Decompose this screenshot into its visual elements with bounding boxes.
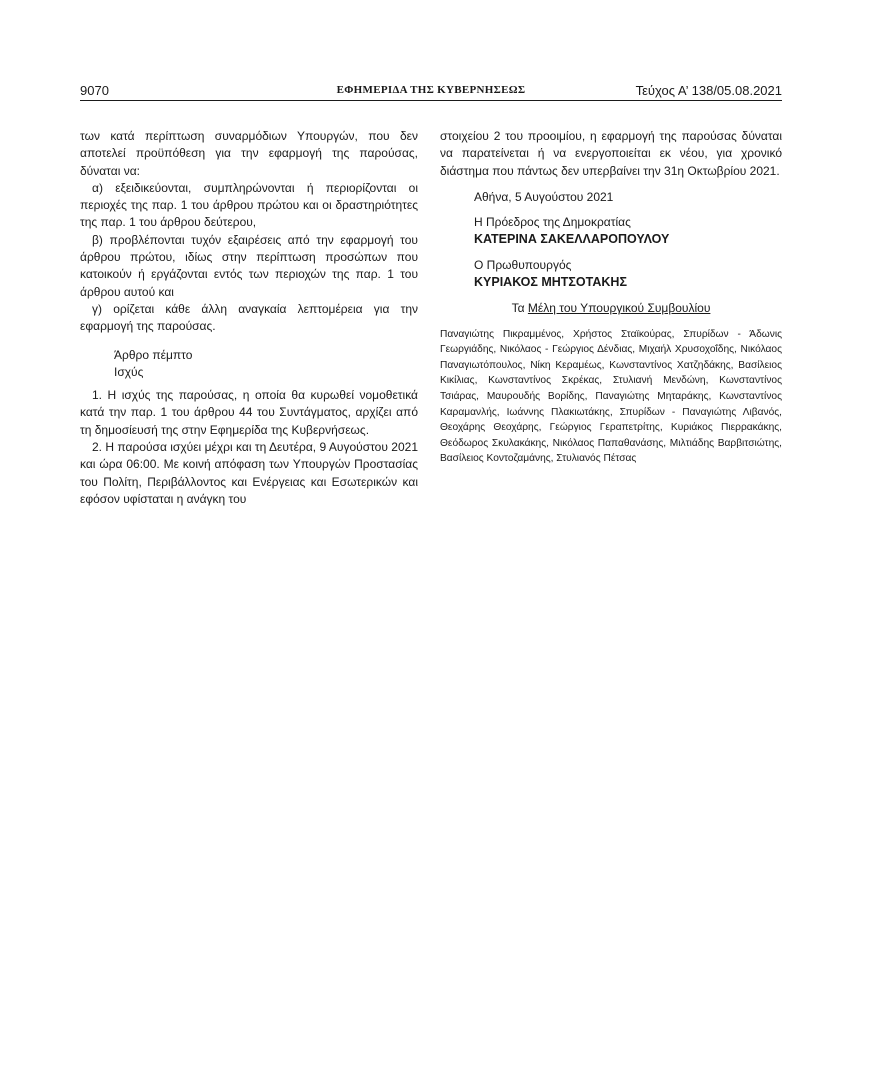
place-date: Αθήνα, 5 Αυγούστου 2021 <box>474 189 614 204</box>
continuation-paragraph: στοιχείου 2 του προοιμίου, η εφαρμογή της παρούσας δύναται να παρατείνεται ή να ενεργοποιείται εκ νέου, για χρονικό διάστημα που πάντως δεν υπερβαίνει την 31η Οκτωβρίου 2021. <box>440 129 782 178</box>
intro-paragraph: των κατά περίπτωση συναρμόδιων Υπουργών, που δεν αποτελεί προϋπόθεση για την εφαρμογή της παρούσας, δύναται να: <box>80 129 418 178</box>
president-name: ΚΑΤΕΡΙΝΑ ΣΑΚΕΛΛΑΡΟΠΟΥΛΟΥ <box>474 232 670 247</box>
item-a: α) εξειδικεύονται, συμπληρώνονται ή περιορίζονται οι περιοχές της παρ. 1 του άρθρου πρώτου και οι δραστηριότητες της παρ. 1 του άρθρου δεύτερου, <box>80 180 418 230</box>
item-c: γ) ορίζεται κάθε άλλη αναγκαία λεπτομέρεια για την εφαρμογή της παρούσας. <box>80 301 418 334</box>
paragraph-2: 2. Η παρούσα ισχύει μέχρι και τη Δευτέρα, 9 Αυγούστου 2021 και ώρα 06:00. Με κοινή απόφαση των Υπουργών Προστασίας του Πολίτη, Περιβάλλοντος και Ενέργειας και Εσωτερικών και εφόσον υφίσταται η ανάγκη του <box>80 440 418 506</box>
pm-role: Ο Πρωθυπουργός <box>474 257 572 272</box>
gazette-title: ΕΦΗΜΕΡΙΔΑ ΤΗΣ ΚΥΒΕΡΝΗΣΕΩΣ <box>336 84 526 96</box>
cabinet-members-heading <box>440 300 782 317</box>
page-header <box>80 82 782 101</box>
members-title: Μέλη του Υπουργικού Συμβουλίου <box>527 301 711 316</box>
page-number: 9070 <box>80 83 109 98</box>
item-b: β) προβλέπονται τυχόν εξαιρέσεις από την εφαρμογή του άρθρου πρώτου, ιδίως στην περίπτωση προσώπων που κατοικούν ή εργάζονται εντός των περιοχών της παρ. 1 του άρθρου αυτού και <box>80 232 418 299</box>
left-column <box>80 128 418 508</box>
paragraph-1: 1. Η ισχύς της παρούσας, η οποία θα κυρωθεί νομοθετικά κατά την παρ. 1 του άρθρου 44 του Συντάγματος, αρχίζει από τη δημοσίευσή της στην Εφημερίδα της Κυβερνήσεως. <box>80 388 418 437</box>
article-title: Ισχύς <box>114 364 144 379</box>
article-number: Άρθρο πέμπτο <box>114 347 193 362</box>
president-role: Η Πρόεδρος της Δημοκρατίας <box>474 215 631 230</box>
issue-reference: Τεύχος Α’ 138/05.08.2021 <box>635 83 782 98</box>
right-column <box>440 128 782 467</box>
pm-name: ΚΥΡΙΑΚΟΣ ΜΗΤΣΟΤΑΚΗΣ <box>474 275 627 290</box>
members-prefix: Τα <box>511 301 528 316</box>
cabinet-members-list: Παναγιώτης Πικραμμένος, Χρήστος Σταϊκούρας, Σπυρίδων - Άδωνις Γεωργιάδης, Νικόλαος - Γεώργιος Δένδιας, Μιχαήλ Χρυσοχοΐδης, Νικόλαος Παναγιωτόπουλος, Νίκη Κεραμέως, Κωνσταντίνος Χατζηδάκης, Βασίλειος Κικίλιας, Κωνσταντίνος Σκρέκας, Στυλιανή Μενδώνη, Κωνσταντίνος Τσιάρας, Μαυρουδής Βορίδης, Παναγιώτης Μηταράκης, Κωνσταντίνος Καραμανλής, Ιωάννης Πλακιωτάκης, Σπυρίδων - Παναγιώτης Λιβανός, Θεοχάρης Θεοχάρης, Γεώργιος Γεραπετρίτης, Κυριάκος Πιερρακάκης, Θεόδωρος Σκυλακάκης, Νικόλαος Παπαθανάσης, Μιλτιάδης Βαρβιτσιώτης, Βασίλειος Κοντοζαμάνης, Στυλιανός Πέτσας <box>440 328 782 465</box>
